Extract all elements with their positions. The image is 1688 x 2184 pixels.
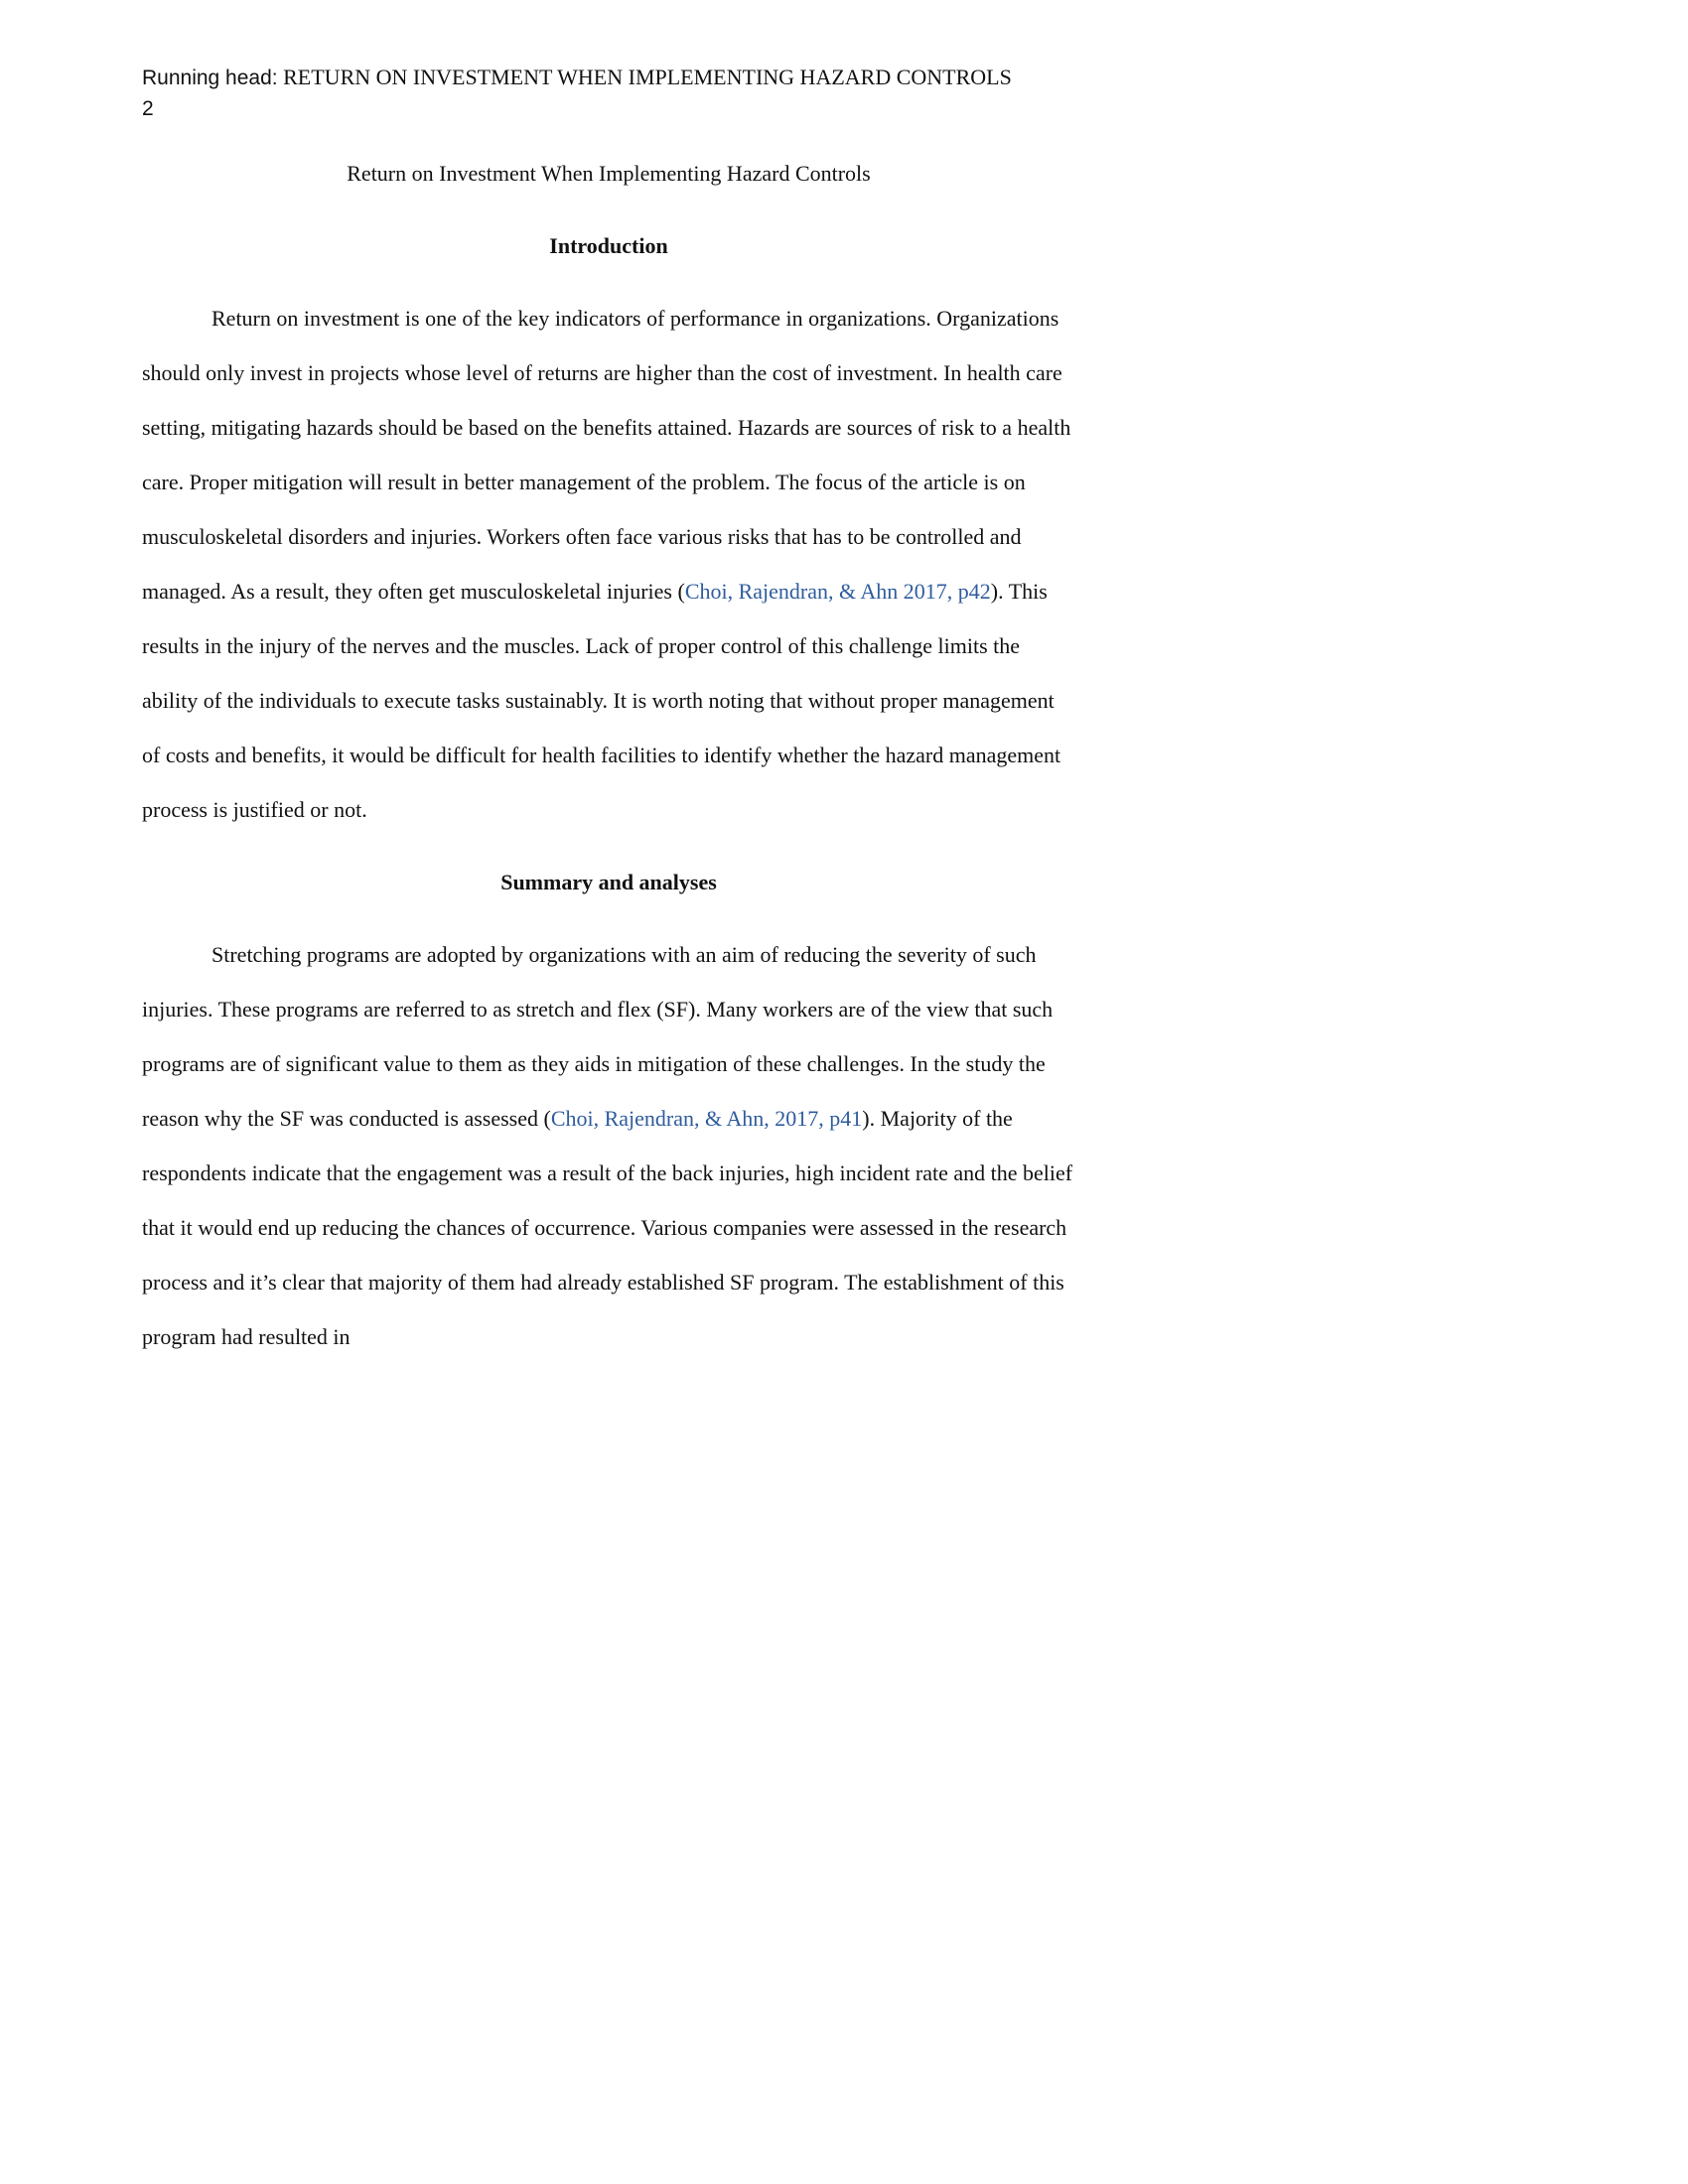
document-title: Return on Investment When Implementing Hazard Controls [347, 161, 871, 186]
paragraph-text: Stretching programs are adopted by organizations with an aim of reducing the severity of such injuries. These programs are referred to as stretch and flex (SF). Many workers are of the view that such programs are of significant value to them as they aids in mitigation of these challenges. In the study the reason why the SF was conducted is assessed ( [142, 942, 1054, 1131]
citation-link-choi-rajendran-ahn-2017-p41[interactable]: Choi, Rajendran, & Ahn, 2017, p41 [550, 1106, 863, 1131]
running-head-title: RETURN ON INVESTMENT WHEN IMPLEMENTING HAZARD CONTROLS [283, 65, 1012, 89]
page-content [142, 0, 1075, 1364]
paragraph-introduction [142, 291, 1075, 837]
section-heading-summary-and-analyses: Summary and analyses [500, 870, 717, 894]
citation-link-choi-rajendran-ahn-2017-p42[interactable]: Choi, Rajendran, & Ahn 2017, p42 [684, 579, 991, 604]
page-header [142, 0, 1075, 124]
running-head [142, 62, 1075, 93]
page-number: 2 [142, 97, 154, 120]
paragraph-text: ). Majority of the respondents indicate that the engagement was a result of the back injuries, high incident rate and the belief that it would end up reducing the chances of occurrence. Various companies were assessed in the research process and it’s clear that majority of them had already established SF program. The establishment of this program had resulted in [142, 1106, 1073, 1349]
running-head-label: Running head: [142, 67, 278, 89]
section-heading-introduction: Introduction [549, 233, 668, 258]
paragraph-text: ). This results in the injury of the nerves and the muscles. Lack of proper control of this challenge limits the ability of the individuals to execute tasks sustainably. It is worth noting that without proper management of costs and benefits, it would be difficult for health facilities to identify whether the hazard management process is justified or not. [142, 579, 1061, 822]
paragraph-text: Return on investment is one of the key indicators of performance in organizations. Organizations should only invest in projects whose level of returns are higher than the cost of investment. In health care setting, mitigating hazards should be based on the benefits attained. Hazards are sources of risk to a health care. Proper mitigation will result in better management of the problem. The focus of the article is on musculoskeletal disorders and injuries. Workers often face various risks that has to be controlled and managed. As a result, they often get musculoskeletal injuries ( [142, 306, 1071, 604]
paragraph-summary [142, 927, 1075, 1364]
